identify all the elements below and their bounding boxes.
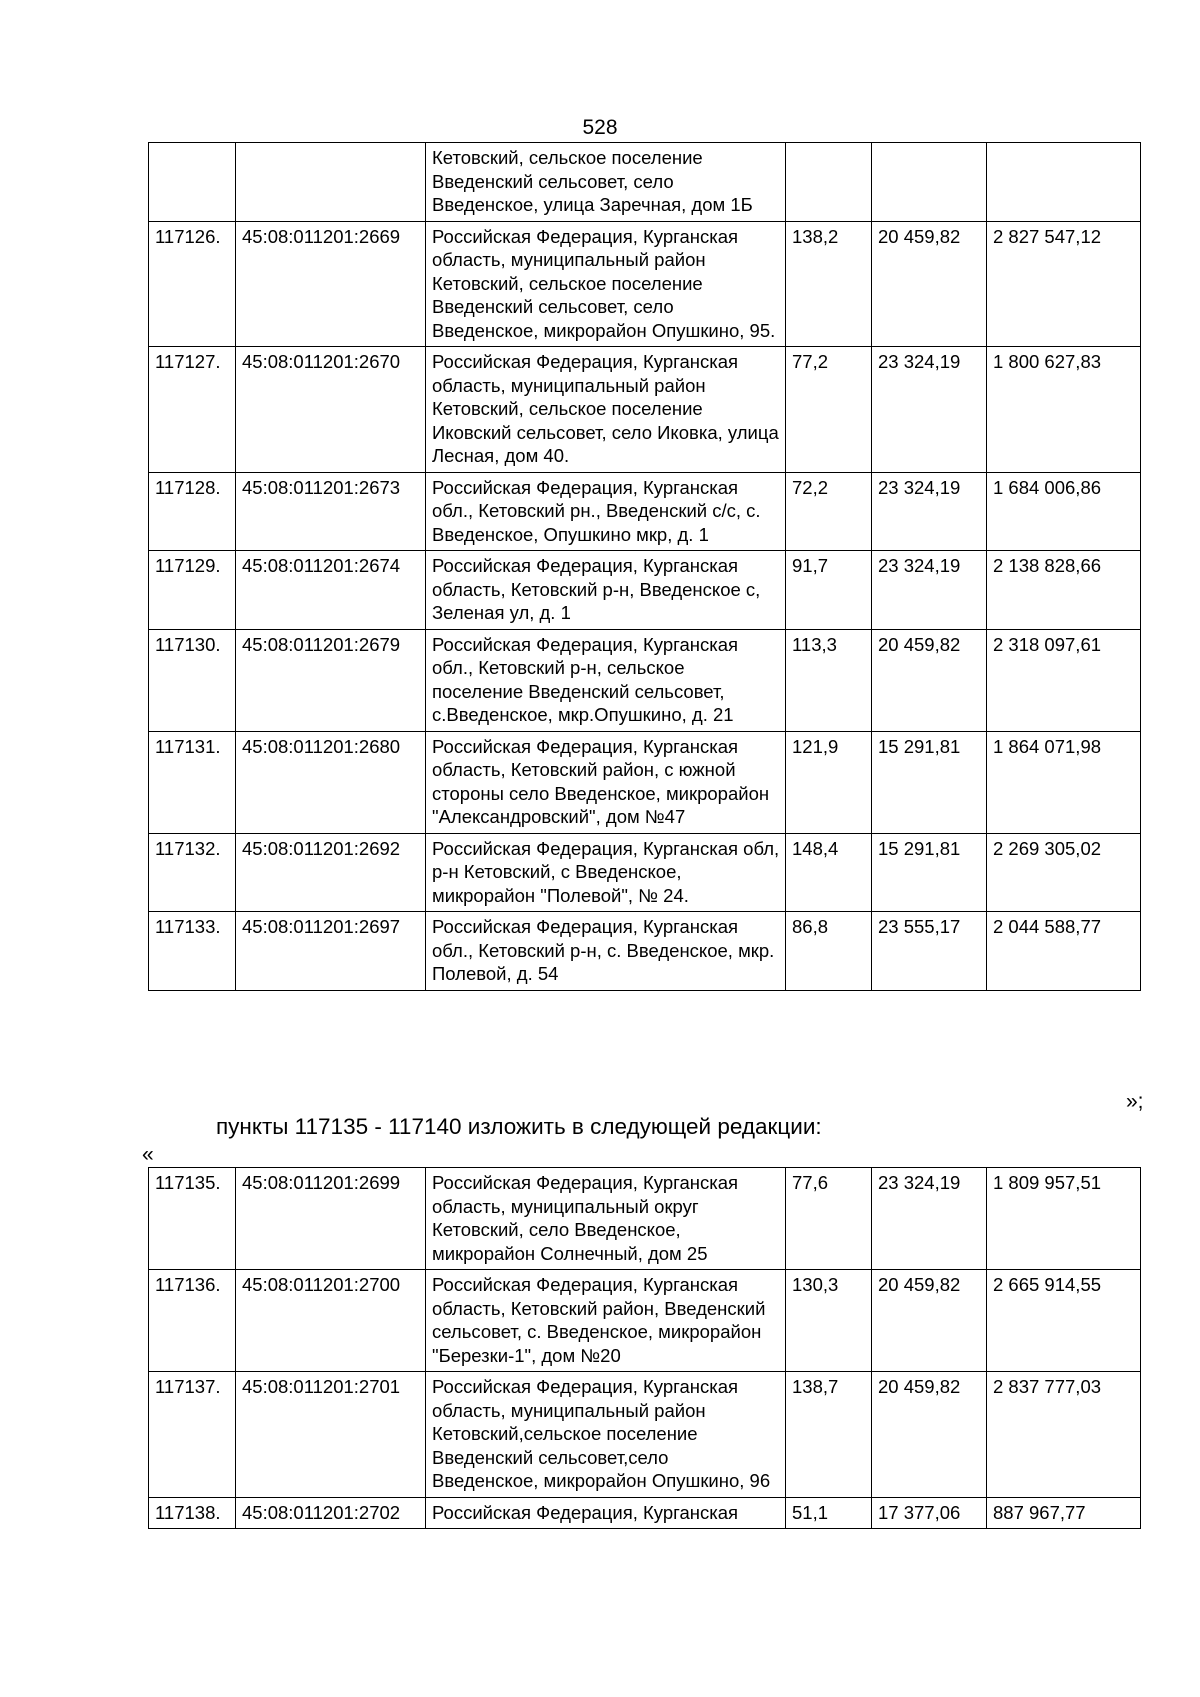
cadastral-number-cell: 45:08:011201:2702	[236, 1497, 426, 1529]
opening-quote: «	[142, 1143, 154, 1166]
unit-price-cell: 23 555,17	[872, 912, 987, 991]
cadastral-number-cell: 45:08:011201:2674	[236, 551, 426, 630]
item-number-cell: 117126.	[149, 221, 236, 347]
cadastral-number-cell: 45:08:011201:2692	[236, 833, 426, 912]
address-cell: Российская Федерация, Курганская область, Кетовский район, с южной стороны село Введенское, микрорайон "Александровский", дом №47	[426, 731, 786, 833]
area-cell: 72,2	[786, 472, 872, 551]
address-cell: Российская Федерация, Курганская область, Кетовский р-н, Введенское с, Зеленая ул, д. 1	[426, 551, 786, 630]
area-cell	[786, 143, 872, 222]
unit-price-cell: 23 324,19	[872, 551, 987, 630]
address-cell: Российская Федерация, Курганская область, муниципальный округ Кетовский, село Введенское, микрорайон Солнечный, дом 25	[426, 1168, 786, 1270]
cadastral-number-cell: 45:08:011201:2700	[236, 1270, 426, 1372]
cadastral-number-cell: 45:08:011201:2670	[236, 347, 426, 473]
total-value-cell: 2 269 305,02	[987, 833, 1141, 912]
unit-price-cell: 20 459,82	[872, 221, 987, 347]
area-cell: 113,3	[786, 629, 872, 731]
address-cell: Российская Федерация, Курганская обл., Кетовский р-н, сельское поселение Введенский сельсовет, с.Введенское, мкр.Опушкино, д. 21	[426, 629, 786, 731]
area-cell: 121,9	[786, 731, 872, 833]
table-row	[149, 1168, 1141, 1270]
address-cell: Российская Федерация, Курганская область, муниципальный район Кетовский,сельское поселение Введенский сельсовет,село Введенское, микрорайон Опушкино, 96	[426, 1372, 786, 1498]
total-value-cell	[987, 143, 1141, 222]
unit-price-cell: 15 291,81	[872, 833, 987, 912]
table-row	[149, 1270, 1141, 1372]
page-number: 528	[582, 116, 618, 139]
total-value-cell: 1 684 006,86	[987, 472, 1141, 551]
unit-price-cell: 15 291,81	[872, 731, 987, 833]
table-row	[149, 833, 1141, 912]
unit-price-cell: 23 324,19	[872, 1168, 987, 1270]
item-number-cell: 117128.	[149, 472, 236, 551]
address-cell: Российская Федерация, Курганская обл., Кетовский рн., Введенский с/с, с. Введенское, Опушкино мкр, д. 1	[426, 472, 786, 551]
address-cell: Российская Федерация, Курганская обл., Кетовский р-н, с. Введенское, мкр. Полевой, д. 54	[426, 912, 786, 991]
area-cell: 51,1	[786, 1497, 872, 1529]
item-number-cell: 117127.	[149, 347, 236, 473]
cadastral-number-cell: 45:08:011201:2669	[236, 221, 426, 347]
item-number-cell: 117135.	[149, 1168, 236, 1270]
item-number-cell: 117138.	[149, 1497, 236, 1529]
table-row	[149, 551, 1141, 630]
item-number-cell: 117131.	[149, 731, 236, 833]
total-value-cell: 2 837 777,03	[987, 1372, 1141, 1498]
area-cell: 86,8	[786, 912, 872, 991]
table-row	[149, 629, 1141, 731]
total-value-cell: 2 827 547,12	[987, 221, 1141, 347]
cadastral-number-cell: 45:08:011201:2697	[236, 912, 426, 991]
address-cell: Российская Федерация, Курганская область, муниципальный район Кетовский, сельское поселение Введенский сельсовет, село Введенское, микрорайон Опушкино, 95.	[426, 221, 786, 347]
cadastral-number-cell	[236, 143, 426, 222]
total-value-cell: 1 809 957,51	[987, 1168, 1141, 1270]
table-row	[149, 347, 1141, 473]
total-value-cell: 2 044 588,77	[987, 912, 1141, 991]
cadastral-number-cell: 45:08:011201:2701	[236, 1372, 426, 1498]
address-cell: Российская Федерация, Курганская область, Кетовский район, Введенский сельсовет, с. Введенское, микрорайон "Березки-1", дом №20	[426, 1270, 786, 1372]
area-cell: 138,7	[786, 1372, 872, 1498]
unit-price-cell: 23 324,19	[872, 347, 987, 473]
total-value-cell: 2 138 828,66	[987, 551, 1141, 630]
cadastral-number-cell: 45:08:011201:2673	[236, 472, 426, 551]
unit-price-cell: 23 324,19	[872, 472, 987, 551]
cadastral-number-cell: 45:08:011201:2680	[236, 731, 426, 833]
address-cell: Российская Федерация, Курганская	[426, 1497, 786, 1529]
amendment-instruction: пункты 117135 - 117140 изложить в следующей редакции:	[216, 1114, 822, 1139]
table-row	[149, 143, 1141, 222]
unit-price-cell: 20 459,82	[872, 1372, 987, 1498]
total-value-cell: 1 864 071,98	[987, 731, 1141, 833]
address-cell: Кетовский, сельское поселение Введенский сельсовет, село Введенское, улица Заречная, дом 1Б	[426, 143, 786, 222]
area-cell: 77,2	[786, 347, 872, 473]
total-value-cell: 887 967,77	[987, 1497, 1141, 1529]
table-row	[149, 1372, 1141, 1498]
unit-price-cell: 20 459,82	[872, 1270, 987, 1372]
total-value-cell: 2 318 097,61	[987, 629, 1141, 731]
item-number-cell: 117136.	[149, 1270, 236, 1372]
table-row	[149, 731, 1141, 833]
table-row	[149, 472, 1141, 551]
table-row	[149, 221, 1141, 347]
unit-price-cell: 17 377,06	[872, 1497, 987, 1529]
area-cell: 91,7	[786, 551, 872, 630]
unit-price-cell: 20 459,82	[872, 629, 987, 731]
item-number-cell	[149, 143, 236, 222]
item-number-cell: 117130.	[149, 629, 236, 731]
area-cell: 138,2	[786, 221, 872, 347]
cadastral-number-cell: 45:08:011201:2679	[236, 629, 426, 731]
total-value-cell: 1 800 627,83	[987, 347, 1141, 473]
property-table	[148, 142, 1141, 991]
area-cell: 148,4	[786, 833, 872, 912]
unit-price-cell	[872, 143, 987, 222]
table-row	[149, 912, 1141, 991]
item-number-cell: 117137.	[149, 1372, 236, 1498]
area-cell: 77,6	[786, 1168, 872, 1270]
cadastral-number-cell: 45:08:011201:2699	[236, 1168, 426, 1270]
address-cell: Российская Федерация, Курганская обл, р-н Кетовский, с Введенское, микрорайон "Полевой", № 24.	[426, 833, 786, 912]
area-cell: 130,3	[786, 1270, 872, 1372]
item-number-cell: 117133.	[149, 912, 236, 991]
total-value-cell: 2 665 914,55	[987, 1270, 1141, 1372]
amended-property-table	[148, 1167, 1141, 1529]
item-number-cell: 117129.	[149, 551, 236, 630]
address-cell: Российская Федерация, Курганская область, муниципальный район Кетовский, сельское поселение Иковский сельсовет, село Иковка, улица Лесная, дом 40.	[426, 347, 786, 473]
item-number-cell: 117132.	[149, 833, 236, 912]
table-row	[149, 1497, 1141, 1529]
closing-quote: »;	[1126, 1090, 1144, 1113]
